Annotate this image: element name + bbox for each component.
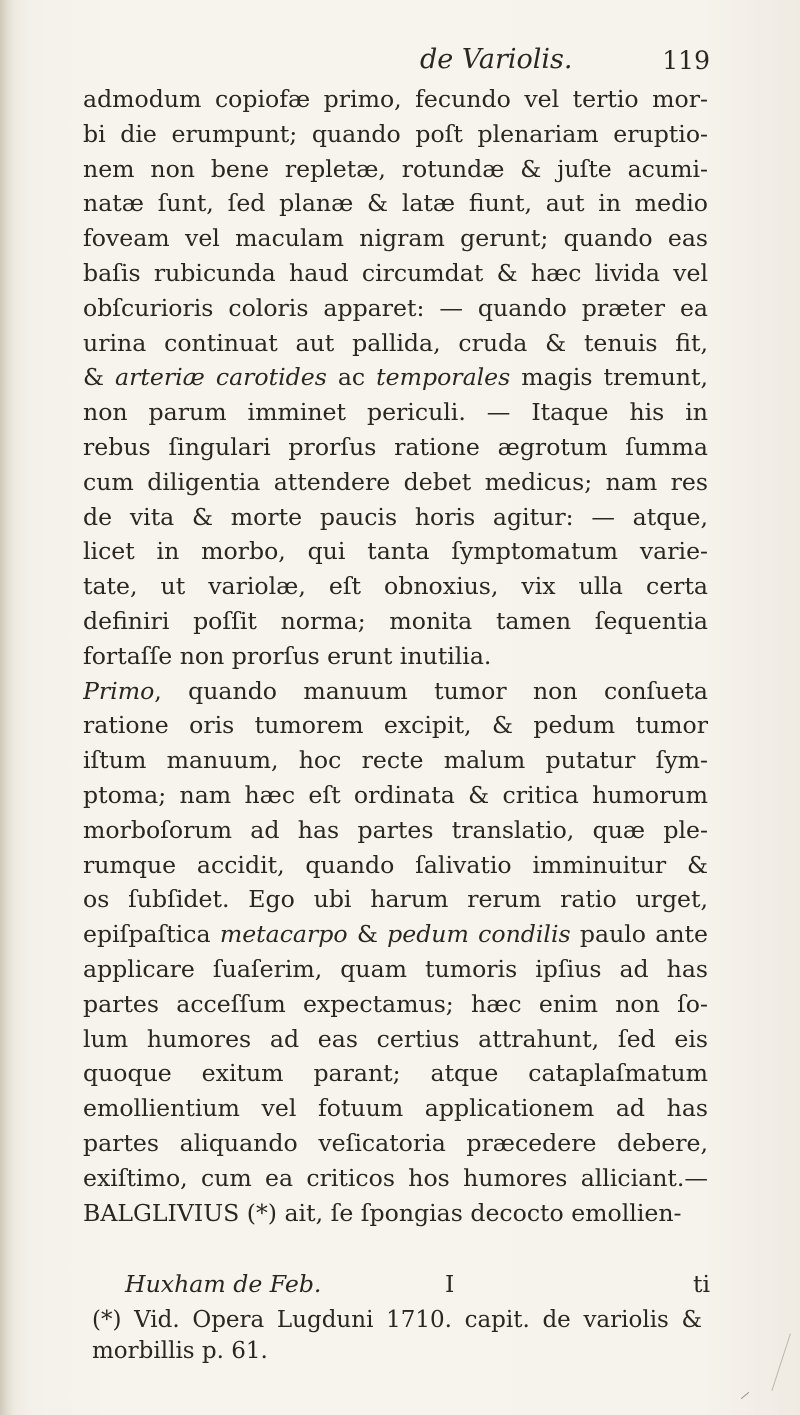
text-line: tate, ut variolæ, eſt obnoxius, vix ulla certa	[83, 572, 708, 601]
body-text	[83, 82, 708, 1230]
footnote-line: (*) Vid. Opera Lugduni 1710. capit. de variolis &	[92, 1307, 702, 1333]
catchword-line	[125, 1270, 710, 1298]
text-line: fortaſſe non prorſus erunt inutilia.	[83, 641, 492, 670]
text-line: os ſubſidet. Ego ubi harum rerum ratio urget,	[83, 885, 708, 914]
text-line: emollientium vel fotuum applicationem ad has	[83, 1094, 708, 1123]
text-line: exiſtimo, cum ea criticos hos humores alliciant.—	[83, 1163, 708, 1192]
signature-mark: I	[445, 1270, 455, 1298]
text-line: non parum imminet periculi. — Itaque his in	[83, 398, 708, 427]
text-line: admodum copiofæ primo, fecundo vel tertio mor-	[83, 85, 708, 113]
running-title: de Variolis.	[420, 44, 573, 75]
text-line: rebus ſingulari prorſus ratione ægrotum ſumma	[83, 432, 708, 461]
text-line: ratione oris tumorem excipit, & pedum tumor	[83, 711, 708, 740]
text-line: BALGLIVIUS (*) ait, ſe ſpongias decocto emollien-	[83, 1198, 682, 1227]
text-line: Primo, quando manuum tumor non conſueta	[83, 676, 708, 705]
text-line: definiri poſſit norma; monita tamen ſequentia	[83, 606, 708, 635]
text-line: applicare ſuaſerim, quam tumoris ipſius ad has	[83, 954, 708, 983]
text-line: partes aliquando veſicatoria præcedere debere,	[83, 1128, 708, 1157]
text-line: quoque exitum parant; atque cataplaſmatum	[83, 1059, 708, 1088]
text-line: partes acceſſum expectamus; hæc enim non ſo-	[83, 989, 708, 1018]
running-author: Huxham de Feb.	[125, 1270, 322, 1298]
text-line: epiſpaſtica metacarpo & pedum condilis paulo ante	[83, 920, 708, 949]
paper-mark	[758, 1329, 791, 1391]
page-header	[90, 44, 710, 84]
text-line: de vita & morte paucis horis agitur: — atque,	[83, 502, 708, 531]
text-line: licet in morbo, qui tanta ſymptomatum varie-	[83, 537, 708, 566]
text-line: foveam vel maculam nigram gerunt; quando eas	[83, 224, 708, 253]
text-line: ptoma; nam hæc eſt ordinata & critica humorum	[83, 780, 708, 809]
page-number: 119	[662, 46, 710, 75]
text-line: morboſorum ad has partes translatio, quæ ple-	[83, 815, 708, 844]
catchword: ti	[692, 1270, 710, 1298]
text-line: rumque accidit, quando ſalivatio imminuitur &	[83, 850, 708, 879]
text-line: & arteriæ carotides ac temporales magis tremunt,	[83, 363, 708, 392]
paper-mark	[741, 1392, 749, 1399]
text-line: obſcurioris coloris apparet: — quando præter ea	[83, 293, 708, 322]
text-line: iſtum manuum, hoc recte malum putatur ſym-	[83, 746, 708, 775]
text-line: urina continuat aut pallida, cruda & tenuis fit,	[83, 328, 708, 357]
text-line: lum humores ad eas certius attrahunt, ſed eis	[83, 1024, 708, 1053]
text-line: bi die erumpunt; quando poſt plenariam eruptio-	[83, 119, 708, 148]
footnote-line: morbillis p. 61.	[92, 1338, 268, 1364]
text-line: cum diligentia attendere debet medicus; nam res	[83, 467, 708, 496]
footnote	[92, 1305, 702, 1367]
text-line: baſis rubicunda haud circumdat & hæc livida vel	[83, 258, 708, 287]
text-line: natæ ſunt, ſed planæ & latæ fiunt, aut in medio	[83, 189, 708, 218]
text-line: nem non bene repletæ, rotundæ & juſte acumi-	[83, 154, 708, 183]
binding-edge	[0, 0, 14, 1415]
